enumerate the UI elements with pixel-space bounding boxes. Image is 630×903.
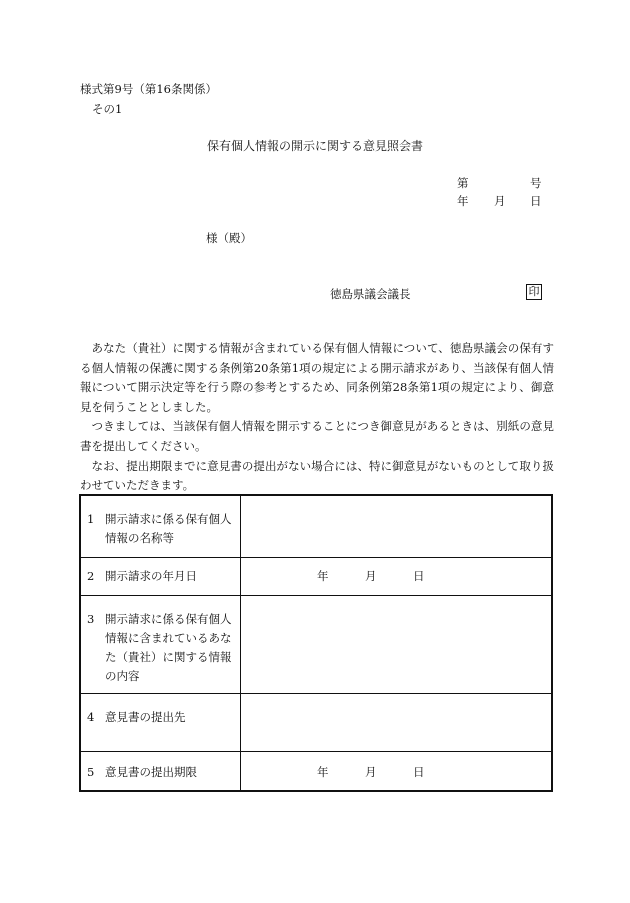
row-label xyxy=(80,693,241,751)
row-label-text: 開示請求の年月日 xyxy=(105,568,197,583)
date-month: 月 xyxy=(365,568,377,583)
doc-number-dai: 第 xyxy=(457,176,469,190)
date-day: 日 xyxy=(413,764,425,779)
doc-date-year: 年 xyxy=(457,194,469,208)
body-text xyxy=(80,339,554,496)
row-value-field[interactable] xyxy=(241,595,553,693)
table-row xyxy=(80,751,552,791)
row-number: 2 xyxy=(87,568,95,583)
row-value-field[interactable] xyxy=(241,751,553,791)
row-label xyxy=(80,557,241,595)
date-year: 年 xyxy=(317,568,329,583)
doc-number-go: 号 xyxy=(530,176,542,190)
doc-date-month: 月 xyxy=(494,194,506,208)
body-paragraph-2: つきましては、当該保有個人情報を開示することにつき御意見があるときは、別紙の意見書を提出してください。 xyxy=(80,419,554,453)
doc-date-day: 日 xyxy=(530,194,542,208)
info-table xyxy=(79,494,553,792)
table-row xyxy=(80,693,552,751)
addressee: 様（殿） xyxy=(206,231,252,245)
table-row xyxy=(80,595,552,693)
row-label xyxy=(80,751,241,791)
row-label-text: 開示請求に係る保有個人情報に含まれているあなた（貴社）に関する情報の内容 xyxy=(105,611,232,683)
row-label-text: 意見書の提出先 xyxy=(105,709,186,724)
seal-mark: 印 xyxy=(526,284,542,300)
body-paragraph-1: あなた（貴社）に関する情報が含まれている保有個人情報について、徳島県議会の保有する個人情報の保護に関する条例第20条第1項の規定による開示請求があり、当該保有個人情報について開示決定等を行う際の参考とするため、同条例第28条第1項の規定により、御意見を伺うこととしました。 xyxy=(80,341,554,414)
row-number: 3 xyxy=(87,611,95,626)
form-sub-number: その1 xyxy=(92,102,123,116)
date-year: 年 xyxy=(317,764,329,779)
body-paragraph-3: なお、提出期限までに意見書の提出がない場合には、特に御意見がないものとして取り扱わせていただきます。 xyxy=(80,458,554,493)
row-number: 4 xyxy=(87,709,95,724)
row-value-field[interactable] xyxy=(241,557,553,595)
row-label xyxy=(80,495,241,557)
row-number: 5 xyxy=(87,764,95,779)
date-month: 月 xyxy=(365,764,377,779)
sender-name: 徳島県議会議長 xyxy=(330,287,411,301)
table-row xyxy=(80,557,552,595)
table-row xyxy=(80,495,552,557)
date-day: 日 xyxy=(413,568,425,583)
row-label-text: 意見書の提出期限 xyxy=(105,764,197,779)
document-title: 保有個人情報の開示に関する意見照会書 xyxy=(207,139,424,153)
row-label-text: 開示請求に係る保有個人情報の名称等 xyxy=(105,512,232,545)
row-value-field[interactable] xyxy=(241,495,553,557)
row-number: 1 xyxy=(87,512,95,526)
row-value-field[interactable] xyxy=(241,693,553,751)
row-label xyxy=(80,595,241,693)
form-number: 様式第9号（第16条関係） xyxy=(80,82,217,96)
